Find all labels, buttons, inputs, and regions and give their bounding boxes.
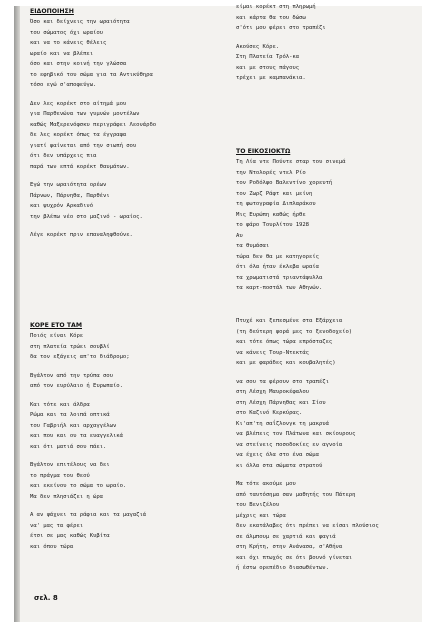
poem-title-eikosiokto: ΤΟ ΕΙΚΟΣΙΟΚΤΩ <box>236 148 291 155</box>
poem-line: την Ντολορές ντελ Ρίο <box>236 169 306 176</box>
poem-line: και να το κάνεις θέλεις <box>30 40 107 46</box>
poem-line: παρά των επτά κορέκτ θαυμάτων. <box>30 163 130 170</box>
poem-line: τα θυμάσαι <box>236 243 270 249</box>
poem-line: Πτυχέ και ξεπεσμένε στα Εξάρχεια <box>236 318 343 324</box>
poem-line: το φάρο Τουρλίτου 1928 <box>236 222 309 228</box>
poem-line: σ'ότι μου φέρει στο τραπέζι <box>236 25 326 31</box>
poem-line: και ότι ματιά σου πάει. <box>30 443 107 450</box>
poem-line: ωραίο και να βλέπει <box>30 50 94 57</box>
poem-line: να στείνεις ποσοδοκίες εν αγνοία <box>236 441 343 448</box>
poem-line: στη πλατεία τρώει σουβλί <box>30 343 110 350</box>
poem-line: Βγάλτον από την τρύπα σου <box>30 372 113 379</box>
poem-line: του Γαβριήλ και αρχαγγέλων <box>30 422 117 429</box>
poem-line: Ποιός είναι Κόρε <box>30 333 84 339</box>
poem-line: Μα δεν πλησιάζει η ώρα <box>30 493 103 500</box>
poem-line: και εκείνου το σώμα το ωραίο. <box>30 483 127 489</box>
poem-line: Στη Πλατεία Τρόλ-κα <box>236 54 300 60</box>
poem-line: Ακούσες Κόρε. <box>236 43 280 50</box>
poem-line: τόσο εγώ σ'αποφεύγω. <box>30 82 97 88</box>
poem-line: είμαι κορέκτ στη πληρωμή <box>236 4 316 10</box>
poem-line: δεν εκατάλαβες ότι πρέπει να είσαι πλούσιος <box>236 523 379 529</box>
poem-line: τα καρτ-ποστάλ των Αθηνών. <box>236 285 323 291</box>
poem-line: να βλέπεις τον Πλάτωνα και σκίουρους <box>236 431 356 437</box>
poem-line: και τότε όπως τώρα επρόσταζες <box>236 339 333 345</box>
poem-line: και με φαράδες και κουβαλητές) <box>236 360 336 366</box>
poem-line: για Παρθενώνα των γυμνών μοντέλων <box>30 111 140 117</box>
poem-line: στη Λέσχη Μαυροκέφαλου <box>236 389 309 395</box>
poem-line: Ρώμα και τα λοιπά οπτικά <box>30 412 110 418</box>
poem-line: μέχρις και τώρα <box>236 512 286 519</box>
poem-line: από ταυτόσημα σαν μαθητής του Πάτερη <box>236 491 356 498</box>
poem-line: καθώς Μαξερενόφσκυ περιγράφει Λεονάρδο <box>30 121 157 128</box>
poem-line: του Βενιζέλου <box>236 502 280 508</box>
poem-line: τη φωτογραφία Διπλαράκου <box>236 201 316 207</box>
poem-line: στο Καζινό Κερκύρας. <box>236 410 303 416</box>
poem-line: Μα τότε ακούμε μου <box>236 481 296 487</box>
poem-line: και όχι πτωχός σε ότι βουνό γίνεται <box>236 554 353 561</box>
poem-line: τον Ζωρζ Ράφτ και μείνη <box>236 190 313 197</box>
poem-line: σε άλμπουμ σε χαρτιά και φαγιά <box>236 533 336 540</box>
poem-line: στη Κρήτη, στην Ανάνασα, σ'Αθήνα <box>236 544 343 550</box>
poem-line: Όσο και δείχνεις την ωραιότητα <box>30 19 130 25</box>
poem-line: από τον ευρύλαιο ή Ευρωπαίο. <box>30 383 123 389</box>
page-number: σελ. 8 <box>34 594 58 602</box>
poem-line: Α αν ψάχνει τα ράφια και τα μαγαζιά <box>30 512 147 518</box>
poem-line: και κάρτα θα του δώσω <box>236 14 306 21</box>
poem-line: έτσι σε μας καθώς Κυβίτα <box>30 533 110 539</box>
poem-line: δα τον εξάγεις απ'το διάδρομο; <box>30 354 130 360</box>
poem-line: του σώματος όχι ωραίου <box>30 29 103 36</box>
poem-line: Εγώ την ωραιότητα ορέων <box>30 182 107 188</box>
poem-line: Τη Λία ντε Πούντε σταρ του σινεμά <box>236 159 346 165</box>
poem-line: Βγάλτον επιτέλους να δει <box>30 462 110 468</box>
poem-line: Αυ <box>236 232 243 239</box>
poem-line: ότι δεν υπάρχεις πια <box>30 153 97 159</box>
poem-line: Πάρνων, Πάρνηθα, Παρθένι <box>30 192 110 199</box>
poem-line: τον Ροδόλφο Βαλεντίνο χορευτή <box>236 180 333 186</box>
poem-line: κι όλλα στα σώματα στρατού <box>236 462 323 469</box>
poem-line: το πράγμα του θεού <box>30 472 90 479</box>
poem-line: τα χρωματιστά τριαντάφυλλα <box>236 274 323 281</box>
poem-line: Και τότε και άλδρα <box>30 401 90 408</box>
poem-line: να κάνεις Τουρ-Ντεκτάς <box>236 349 309 356</box>
poem-line: τώρα δεν θα με κατηγορείς <box>236 253 319 260</box>
poem-line: στη Λέσχη Πάρνηθας και Σίου <box>236 399 326 406</box>
poem-line: ή έστω ορεπέδιο διασωθέντων. <box>236 565 329 571</box>
poem-line: ότι όλα ήταν έκλεβα ωραία <box>236 264 319 270</box>
poem-line: να έχεις όλα στο ένα σώμα <box>236 452 319 458</box>
poem-line: και που και ου τα ευαγγελικά <box>30 433 123 439</box>
poem-line: Δεν λες κορέκτ στο αίτημά μου <box>30 100 127 107</box>
poem-title-kore: ΚΟΡΕ ΕΤΟ ΤΑΜ <box>30 322 82 329</box>
poem-line: να σου τα φέρουν στο τραπέζι <box>236 378 329 385</box>
poem-line: την βλέπω νέο στο μαζινό - ωραίος. <box>30 213 143 220</box>
poem-line: Λέγε κορέκτ πριν επαναληφθούνε. <box>30 232 133 238</box>
poem-line: όσο και στην κοινή την γλώσσα <box>30 61 127 67</box>
poem-line: γιατί φαίνεται από την σιωπή σου <box>30 142 137 149</box>
poem-line: το εφηβικό του σώμα για τα Αντικύθηρα <box>30 71 153 78</box>
poem-line: Μις Ευρώπη καθώς ήρθε <box>236 211 306 218</box>
poem-line: δε λες κορέκτ όπως τα έγγραφα <box>30 132 127 138</box>
poem-line: και ψυχρόν Αρκαδινό <box>30 203 94 209</box>
poem-line: τρέχει με καμπανάκια. <box>236 75 306 81</box>
poem-title-eidopoiisi: ΕΙΔΟΠΟΙΗΣΗ <box>30 8 74 15</box>
poem-line: και όπου τώρα <box>30 543 74 550</box>
page-binding-edge <box>14 6 20 622</box>
poem-line: (τη δεύτερη φορά μες το ξενοδοχείο) <box>236 328 353 335</box>
poem-line: και με στους πάγους <box>236 64 300 71</box>
poem-line: Κι'απ'τη σαΐζλονγκ τη μακρυά <box>236 420 329 427</box>
poem-line: να' μας τα φέρει <box>30 522 84 529</box>
